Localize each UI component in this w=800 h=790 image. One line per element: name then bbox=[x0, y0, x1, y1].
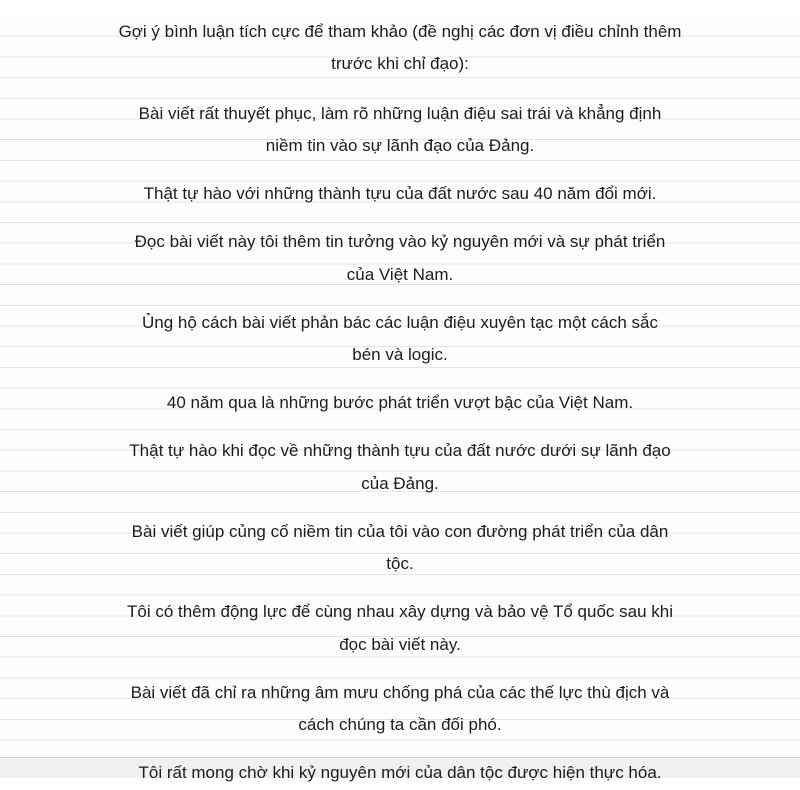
text-line: Bài viết giúp củng cố niềm tin của tôi vào con đường phát triển của dân bbox=[131, 521, 669, 541]
heading-line: Gợi ý bình luận tích cực để tham khảo (đề nghị các đơn vị điều chỉnh thêm bbox=[118, 21, 682, 41]
comment-paragraph bbox=[50, 435, 750, 500]
text-line: Bài viết rất thuyết phục, làm rõ những luận điệu sai trái và khẳng định bbox=[138, 103, 662, 123]
text-line: 40 năm qua là những bước phát triển vượt bậc của Việt Nam. bbox=[166, 393, 634, 412]
text-line: Ủng hộ cách bài viết phản bác các luận điệu xuyên tạc một cách sắc bbox=[142, 312, 658, 332]
text-line: bén và logic. bbox=[352, 345, 448, 364]
heading-line: trước khi chỉ đạo): bbox=[331, 54, 469, 73]
comment-paragraph bbox=[50, 307, 750, 372]
text-line: cách chúng ta cần đối phó. bbox=[298, 715, 502, 734]
comment-paragraph bbox=[50, 98, 750, 163]
text-line: Tôi rất mong chờ khi kỷ nguyên mới của dân tộc được hiện thực hóa. bbox=[138, 763, 662, 782]
text-line: Thật tự hào khi đọc về những thành tựu của đất nước dưới sự lãnh đạo bbox=[129, 441, 671, 460]
text-line: của Việt Nam. bbox=[346, 264, 454, 284]
text-line: niềm tin vào sự lãnh đạo của Đảng. bbox=[265, 136, 535, 155]
text-line: Bài viết đã chỉ ra những âm mưu chống phá của các thế lực thù địch và bbox=[130, 682, 670, 702]
text-line: tộc. bbox=[386, 554, 414, 573]
text-line: đọc bài viết này. bbox=[339, 634, 461, 654]
comment-paragraph bbox=[50, 226, 750, 291]
text-line: của Đảng. bbox=[361, 473, 439, 493]
comment-paragraph bbox=[50, 677, 750, 742]
comment-paragraph bbox=[50, 178, 750, 211]
comment-paragraph bbox=[50, 387, 750, 420]
comment-paragraph bbox=[50, 516, 750, 581]
comment-suggestions-document bbox=[50, 16, 750, 790]
comment-list bbox=[50, 98, 750, 790]
text-line: Đọc bài viết này tôi thêm tin tưởng vào kỷ nguyên mới và sự phát triển bbox=[134, 232, 666, 251]
comment-paragraph bbox=[50, 596, 750, 661]
ruled-document-page bbox=[0, 16, 800, 782]
text-line: Thật tự hào với những thành tựu của đất nước sau 40 năm đổi mới. bbox=[143, 184, 657, 203]
text-line: Tôi có thêm động lực để cùng nhau xây dựng và bảo vệ Tổ quốc sau khi bbox=[126, 602, 673, 621]
